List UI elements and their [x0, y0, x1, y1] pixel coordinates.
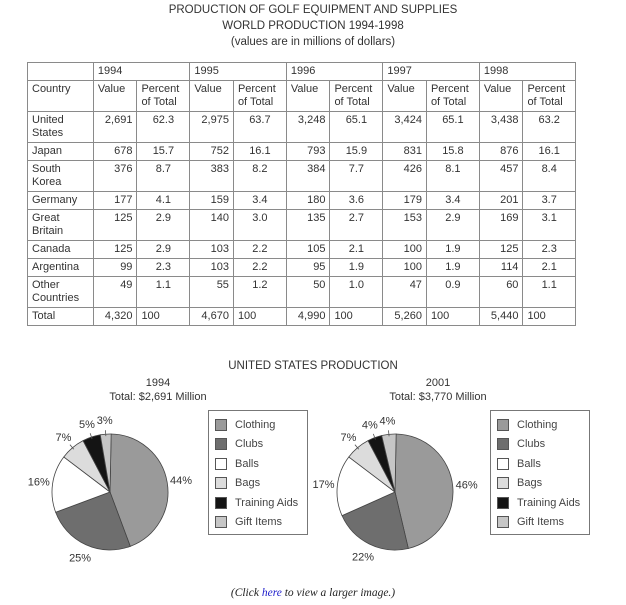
legend-label: Gift Items: [517, 516, 565, 529]
legend-swatch-clubs: [215, 438, 227, 450]
production-table: [27, 62, 576, 326]
legend-label: Gift Items: [235, 516, 283, 529]
year-header: 1996: [286, 63, 383, 81]
percent-column-header: Percent of Total: [137, 81, 190, 112]
table-row: [28, 112, 576, 143]
value-cell: 793: [286, 143, 330, 161]
percent-cell: 2.1: [523, 259, 576, 277]
percent-cell: 2.3: [523, 241, 576, 259]
pie-label-bags: 7%: [340, 432, 357, 445]
value-column-header: Value: [479, 81, 523, 112]
percent-cell: 100: [233, 308, 286, 326]
legend-swatch-clothing: [497, 419, 509, 431]
pie-label-training-aids: 4%: [361, 419, 378, 432]
value-cell: 383: [190, 161, 234, 192]
percent-cell: 100: [137, 308, 190, 326]
value-cell: 125: [93, 210, 137, 241]
table-row: [28, 277, 576, 308]
percent-cell: 15.7: [137, 143, 190, 161]
percent-cell: 2.1: [330, 241, 383, 259]
percent-cell: 8.1: [426, 161, 479, 192]
percent-cell: 2.9: [137, 210, 190, 241]
legend-label: Balls: [517, 457, 541, 470]
value-cell: 4,670: [190, 308, 234, 326]
percent-cell: 2.9: [137, 241, 190, 259]
percent-cell: 2.2: [233, 259, 286, 277]
value-cell: 159: [190, 192, 234, 210]
legend-item-clothing: [497, 415, 583, 435]
percent-column-header: Percent of Total: [426, 81, 479, 112]
country-cell: Total: [28, 308, 94, 326]
legend-label: Clubs: [517, 438, 546, 451]
percent-cell: 62.3: [137, 112, 190, 143]
pie-1994-title: 1994: [145, 377, 171, 389]
legend-item-bags: [215, 474, 301, 494]
legend-item-clubs: [215, 435, 301, 455]
table-row: [28, 308, 576, 326]
percent-cell: 2.2: [233, 241, 286, 259]
percent-cell: 1.1: [523, 277, 576, 308]
percent-cell: 0.9: [426, 277, 479, 308]
pie-label-gift-items: 3%: [96, 415, 113, 428]
value-cell: 114: [479, 259, 523, 277]
value-cell: 3,248: [286, 112, 330, 143]
percent-cell: 63.2: [523, 112, 576, 143]
legend-swatch-training-aids: [215, 497, 227, 509]
value-cell: 426: [383, 161, 427, 192]
percent-cell: 63.7: [233, 112, 286, 143]
value-column-header: Value: [190, 81, 234, 112]
value-cell: 95: [286, 259, 330, 277]
value-cell: 169: [479, 210, 523, 241]
pie-2001-total: Total: $3,770 Million: [389, 391, 487, 403]
value-cell: 49: [93, 277, 137, 308]
percent-cell: 3.7: [523, 192, 576, 210]
percent-cell: 2.7: [330, 210, 383, 241]
legend-label: Balls: [235, 457, 259, 470]
legend-swatch-training-aids: [497, 497, 509, 509]
legend-label: Clothing: [517, 418, 558, 431]
pie-label-balls: 16%: [27, 476, 50, 489]
percent-cell: 1.2: [233, 277, 286, 308]
value-cell: 4,990: [286, 308, 330, 326]
legend-swatch-clubs: [497, 438, 509, 450]
value-cell: 3,438: [479, 112, 523, 143]
percent-column-header: Percent of Total: [233, 81, 286, 112]
value-cell: 752: [190, 143, 234, 161]
legend-swatch-bags: [497, 477, 509, 489]
value-cell: 100: [383, 241, 427, 259]
legend-item-balls: [215, 454, 301, 474]
value-cell: 103: [190, 241, 234, 259]
pie-label-bags: 7%: [55, 432, 72, 445]
percent-cell: 3.4: [233, 192, 286, 210]
percent-cell: 15.9: [330, 143, 383, 161]
value-cell: 831: [383, 143, 427, 161]
value-cell: 5,440: [479, 308, 523, 326]
footer-caption: [0, 587, 626, 599]
pie-label-clothing: 44%: [169, 474, 192, 487]
percent-cell: 65.1: [330, 112, 383, 143]
units-note: (values are in millions of dollars): [230, 36, 396, 48]
value-cell: 60: [479, 277, 523, 308]
value-cell: 47: [383, 277, 427, 308]
value-cell: 384: [286, 161, 330, 192]
legend-label: Clothing: [235, 418, 276, 431]
pie-2001-title: 2001: [425, 377, 451, 389]
value-cell: 376: [93, 161, 137, 192]
percent-cell: 16.1: [233, 143, 286, 161]
value-cell: 179: [383, 192, 427, 210]
country-cell: Japan: [28, 143, 94, 161]
table-row: [28, 210, 576, 241]
percent-cell: 3.1: [523, 210, 576, 241]
percent-cell: 16.1: [523, 143, 576, 161]
pie-label-balls: 17%: [312, 478, 335, 491]
percent-column-header: Percent of Total: [330, 81, 383, 112]
country-cell: United States: [28, 112, 94, 143]
percent-cell: 1.9: [426, 241, 479, 259]
value-cell: 876: [479, 143, 523, 161]
pie-chart-1994: [10, 400, 210, 580]
percent-cell: 100: [426, 308, 479, 326]
pie-chart-2001: [295, 400, 495, 580]
pie-1994-total: Total: $2,691 Million: [109, 391, 207, 403]
percent-cell: 3.6: [330, 192, 383, 210]
country-cell: Great Britain: [28, 210, 94, 241]
pie-label-gift-items: 4%: [379, 415, 396, 428]
year-header: 1998: [479, 63, 575, 81]
percent-cell: 15.8: [426, 143, 479, 161]
table-corner-cell: [28, 63, 94, 81]
percent-cell: 8.2: [233, 161, 286, 192]
pie-label-clubs: 22%: [352, 551, 375, 564]
legend-item-gift-items: [497, 513, 583, 533]
year-header: 1994: [93, 63, 190, 81]
percent-cell: 3.4: [426, 192, 479, 210]
us-production-title: UNITED STATES PRODUCTION: [228, 360, 398, 372]
table-row: [28, 192, 576, 210]
value-cell: 4,320: [93, 308, 137, 326]
legend-item-clothing: [215, 415, 301, 435]
legend-item-balls: [497, 454, 583, 474]
value-cell: 3,424: [383, 112, 427, 143]
legend-swatch-bags: [215, 477, 227, 489]
value-cell: 105: [286, 241, 330, 259]
legend-item-training-aids: [497, 493, 583, 513]
percent-cell: 1.9: [426, 259, 479, 277]
pie-label-training-aids: 5%: [79, 418, 95, 431]
table-row: [28, 259, 576, 277]
legend-swatch-balls: [215, 458, 227, 470]
legend-label: Training Aids: [517, 496, 581, 509]
value-column-header: Value: [286, 81, 330, 112]
value-cell: 678: [93, 143, 137, 161]
footer-pre: (Click: [230, 587, 262, 599]
country-column-header: Country: [28, 81, 94, 112]
value-cell: 180: [286, 192, 330, 210]
pie-label-clothing: 46%: [455, 479, 478, 492]
legend-label: Training Aids: [235, 496, 299, 509]
percent-cell: 1.1: [137, 277, 190, 308]
legend-item-clubs: [497, 435, 583, 455]
percent-cell: 100: [523, 308, 576, 326]
value-cell: 125: [479, 241, 523, 259]
legend-swatch-gift-items: [215, 516, 227, 528]
value-cell: 125: [93, 241, 137, 259]
percent-cell: 1.0: [330, 277, 383, 308]
legend-swatch-gift-items: [497, 516, 509, 528]
percent-cell: 2.3: [137, 259, 190, 277]
percent-cell: 7.7: [330, 161, 383, 192]
percent-cell: 100: [330, 308, 383, 326]
table-row: [28, 161, 576, 192]
legend-label: Clubs: [235, 438, 264, 451]
country-cell: Other Countries: [28, 277, 94, 308]
value-cell: 140: [190, 210, 234, 241]
percent-cell: 65.1: [426, 112, 479, 143]
legend-1994: [208, 410, 308, 535]
table-year-header-row: [28, 63, 576, 81]
legend-swatch-balls: [497, 458, 509, 470]
legend-label: Bags: [517, 477, 543, 490]
value-cell: 135: [286, 210, 330, 241]
percent-cell: 8.4: [523, 161, 576, 192]
value-cell: 2,691: [93, 112, 137, 143]
footer-post: to view a larger image.): [281, 587, 396, 599]
value-column-header: Value: [383, 81, 427, 112]
percent-cell: 1.9: [330, 259, 383, 277]
value-cell: 5,260: [383, 308, 427, 326]
year-header: 1995: [190, 63, 287, 81]
value-cell: 103: [190, 259, 234, 277]
table-row: [28, 143, 576, 161]
table-subheader-row: [28, 81, 576, 112]
value-cell: 153: [383, 210, 427, 241]
year-header: 1997: [383, 63, 480, 81]
value-cell: 55: [190, 277, 234, 308]
value-cell: 2,975: [190, 112, 234, 143]
legend-item-training-aids: [215, 493, 301, 513]
value-cell: 201: [479, 192, 523, 210]
percent-cell: 3.0: [233, 210, 286, 241]
main-subtitle: WORLD PRODUCTION 1994-1998: [222, 20, 404, 32]
value-cell: 99: [93, 259, 137, 277]
larger-image-link[interactable]: here: [261, 587, 282, 599]
legend-2001: [490, 410, 590, 535]
value-cell: 457: [479, 161, 523, 192]
country-cell: Canada: [28, 241, 94, 259]
legend-item-gift-items: [215, 513, 301, 533]
main-title: PRODUCTION OF GOLF EQUIPMENT AND SUPPLIES: [168, 4, 458, 16]
value-cell: 177: [93, 192, 137, 210]
table-row: [28, 241, 576, 259]
legend-label: Bags: [235, 477, 261, 490]
country-cell: South Korea: [28, 161, 94, 192]
country-cell: Germany: [28, 192, 94, 210]
percent-cell: 4.1: [137, 192, 190, 210]
pie-label-clubs: 25%: [69, 552, 92, 565]
value-cell: 50: [286, 277, 330, 308]
legend-swatch-clothing: [215, 419, 227, 431]
value-column-header: Value: [93, 81, 137, 112]
percent-column-header: Percent of Total: [523, 81, 576, 112]
percent-cell: 2.9: [426, 210, 479, 241]
value-cell: 100: [383, 259, 427, 277]
percent-cell: 8.7: [137, 161, 190, 192]
legend-item-bags: [497, 474, 583, 494]
country-cell: Argentina: [28, 259, 94, 277]
